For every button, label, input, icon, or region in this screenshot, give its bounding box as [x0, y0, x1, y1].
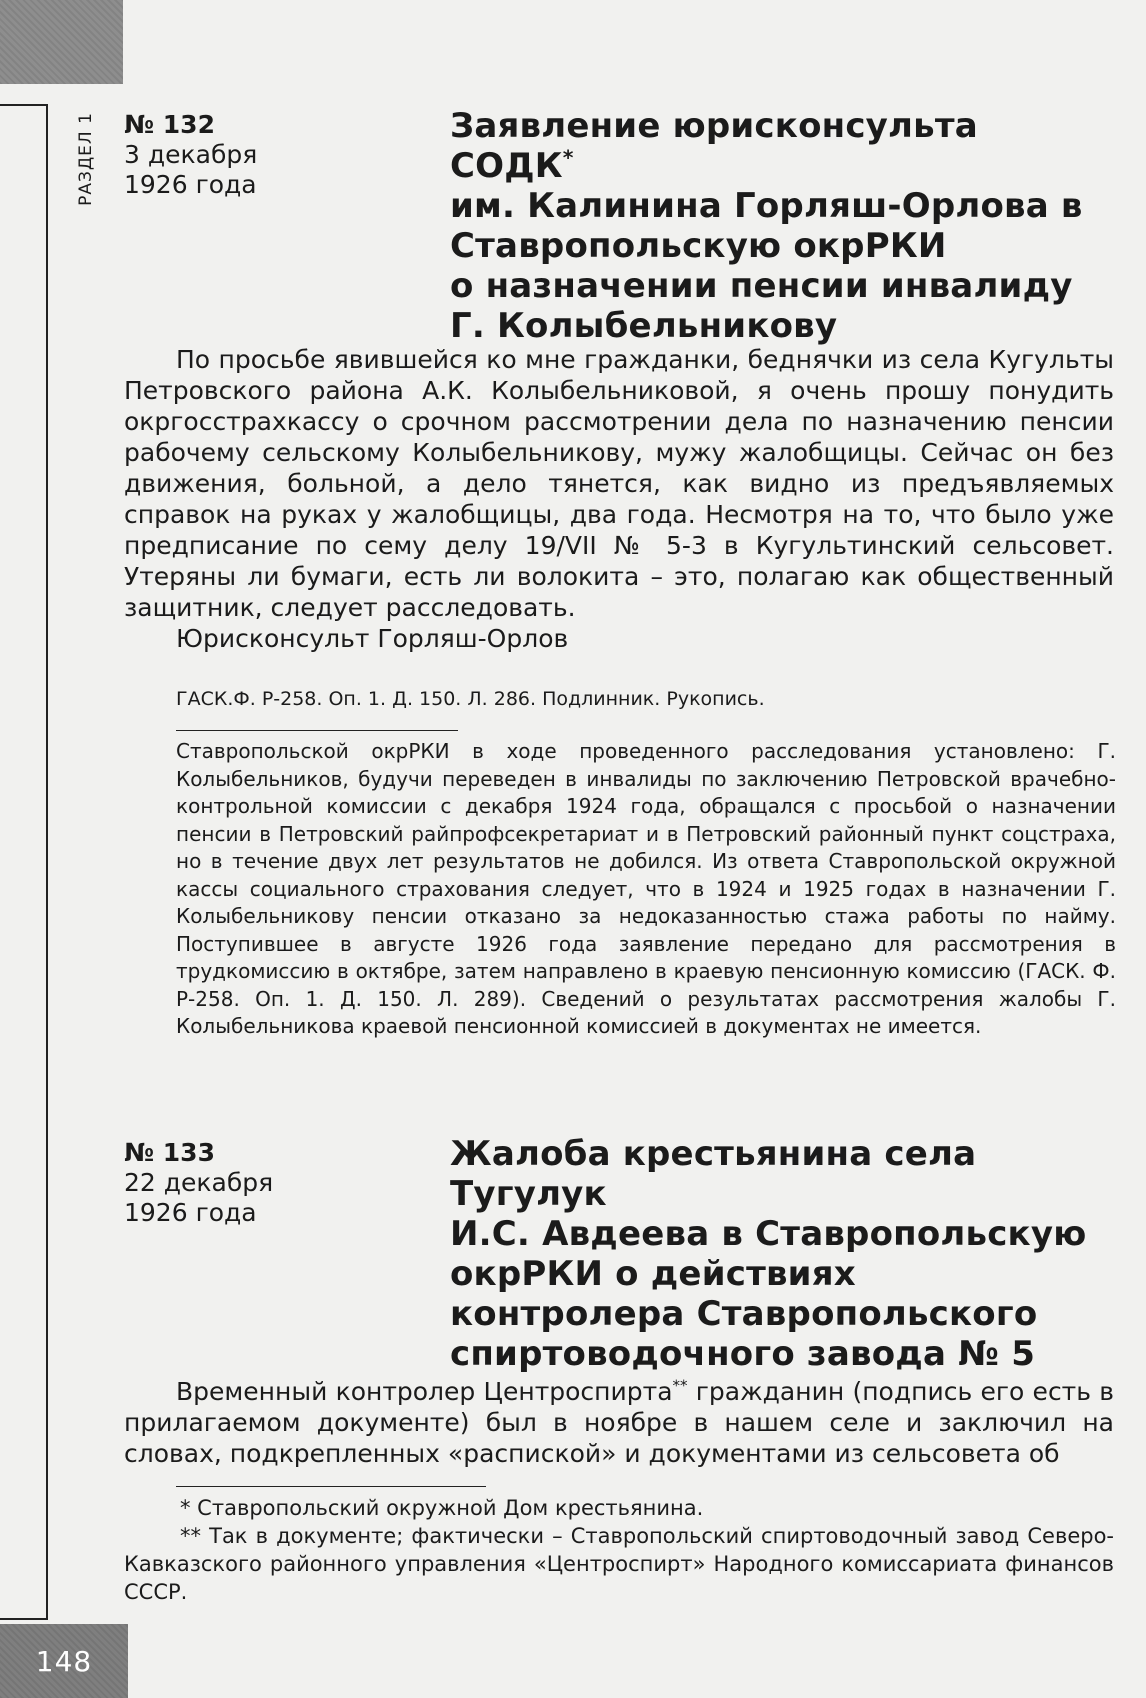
doc-133-body	[124, 1376, 1114, 1469]
page-number-tab	[0, 1624, 128, 1698]
doc-132-number: № 132	[124, 110, 215, 139]
doc-132-signature: Юрисконсульт Горляш-Орлов	[176, 624, 569, 653]
doc-133-body-paragraph: Временный контролер Центроспирта** гражданин (подпись его есть в прилагаемом документе) был в ноябре в нашем селе и заключил на словах, подкрепленных «распиской» и документами из сельсовета об	[124, 1376, 1114, 1468]
doc-132-title-line: о назначении пенсии инвалиду	[450, 266, 1073, 306]
footnote-marker: **	[672, 1376, 688, 1395]
left-margin-frame	[0, 104, 48, 1620]
doc-132-body	[124, 344, 1114, 654]
doc-133-number: № 133	[124, 1138, 215, 1167]
doc-132-body-paragraph: По просьбе явившейся ко мне гражданки, беднячки из села Кугульты Петровского района А.К. Колыбельниковой, я очень прошу понудить окргосстрахкассу о срочном рассмотрении дела по назначению пенсии рабочему сельскому Колыбельникову, мужу жалобщицы. Сейчас он без движения, больной, а дело тянется, как видно из предъявляемых справок на руках у жалобщицы, два года. Несмотря на то, что было уже предписание по сему делу 19/VII № 5-3 в Кугультинский сельсовет. Утеряны ли бумаги, есть ли волокита – это, полагаю как общественный защитник, следует расследовать.	[124, 345, 1114, 622]
footnote-2: ** Так в документе; фактически – Ставропольский спиртоводочный завод Северо-Кавказского районного управления «Центроспирт» Народного комиссариата финансов СССР.	[124, 1524, 1114, 1604]
doc-133-title-line: окрРКИ о действиях	[450, 1254, 856, 1294]
doc-133-date-day: 22 декабря	[124, 1168, 274, 1197]
doc-132-date-day: 3 декабря	[124, 140, 258, 169]
doc-132-title-line: Г. Колыбельникову	[450, 306, 838, 346]
doc-133-meta	[124, 1138, 273, 1228]
doc-133-date-year: 1926 года	[124, 1198, 257, 1227]
section-label	[68, 100, 104, 218]
top-corner-tab	[0, 0, 123, 84]
footnote-divider	[176, 1486, 486, 1487]
doc-132-title-line: Ставропольскую окрРКИ	[450, 226, 947, 266]
footnote-1: * Ставропольский окружной Дом крестьянина.	[180, 1496, 704, 1520]
doc-133-title-line: И.С. Авдеева в Ставропольскую	[450, 1214, 1087, 1254]
doc-132-title	[450, 106, 1110, 346]
doc-132-archive-source: ГАСК.Ф. Р-258. Оп. 1. Д. 150. Л. 286. Подлинник. Рукопись.	[176, 688, 765, 710]
doc-133-title-line: спиртоводочного завода № 5	[450, 1334, 1036, 1374]
doc-132-title-line: им. Калинина Горляш-Орлова в	[450, 186, 1083, 226]
doc-133-title-line: контролера Ставропольского	[450, 1294, 1038, 1334]
doc-133-title	[450, 1134, 1110, 1374]
doc-132-editorial-note: Ставропольской окрРКИ в ходе проведенного расследования установлено: Г. Колыбельников, будучи переведен в инвалиды по заключению Петровской врачебно-контрольной комиссии с декабря 1924 года, обращался с просьбой о назначении пенсии в Петровский райпрофсекретариат и в Петровский районный пункт соцстраха, но в течение двух лет результатов не добился. Из ответа Ставропольской окружной кассы социального страхования следует, что в 1924 и 1925 годах в назначении Г. Колыбельникову пенсии отказано за недоказанностью стажа работы по найму. Поступившее в августе 1926 года заявление передано для рассмотрения в трудкомиссию в октябре, затем направлено в краевую пенсионную комиссию (ГАСК. Ф. Р-258. Оп. 1. Д. 150. Л. 289). Сведений о результатах рассмотрения жалобы Г. Колыбельникова краевой пенсионной комиссией в документах не имеется.	[176, 739, 1116, 1038]
section-label-text: РАЗДЕЛ 1	[76, 112, 96, 206]
doc-132-meta	[124, 110, 257, 200]
note-divider	[176, 730, 458, 731]
doc-132-title-line: Заявление юрисконсульта СОДК*	[450, 106, 978, 186]
doc-132-date-year: 1926 года	[124, 170, 257, 199]
footnote-marker: *	[562, 145, 574, 170]
doc-133-title-line: Жалоба крестьянина села Тугулук	[450, 1134, 977, 1214]
footnotes	[124, 1494, 1114, 1606]
page-number: 148	[35, 1644, 93, 1678]
